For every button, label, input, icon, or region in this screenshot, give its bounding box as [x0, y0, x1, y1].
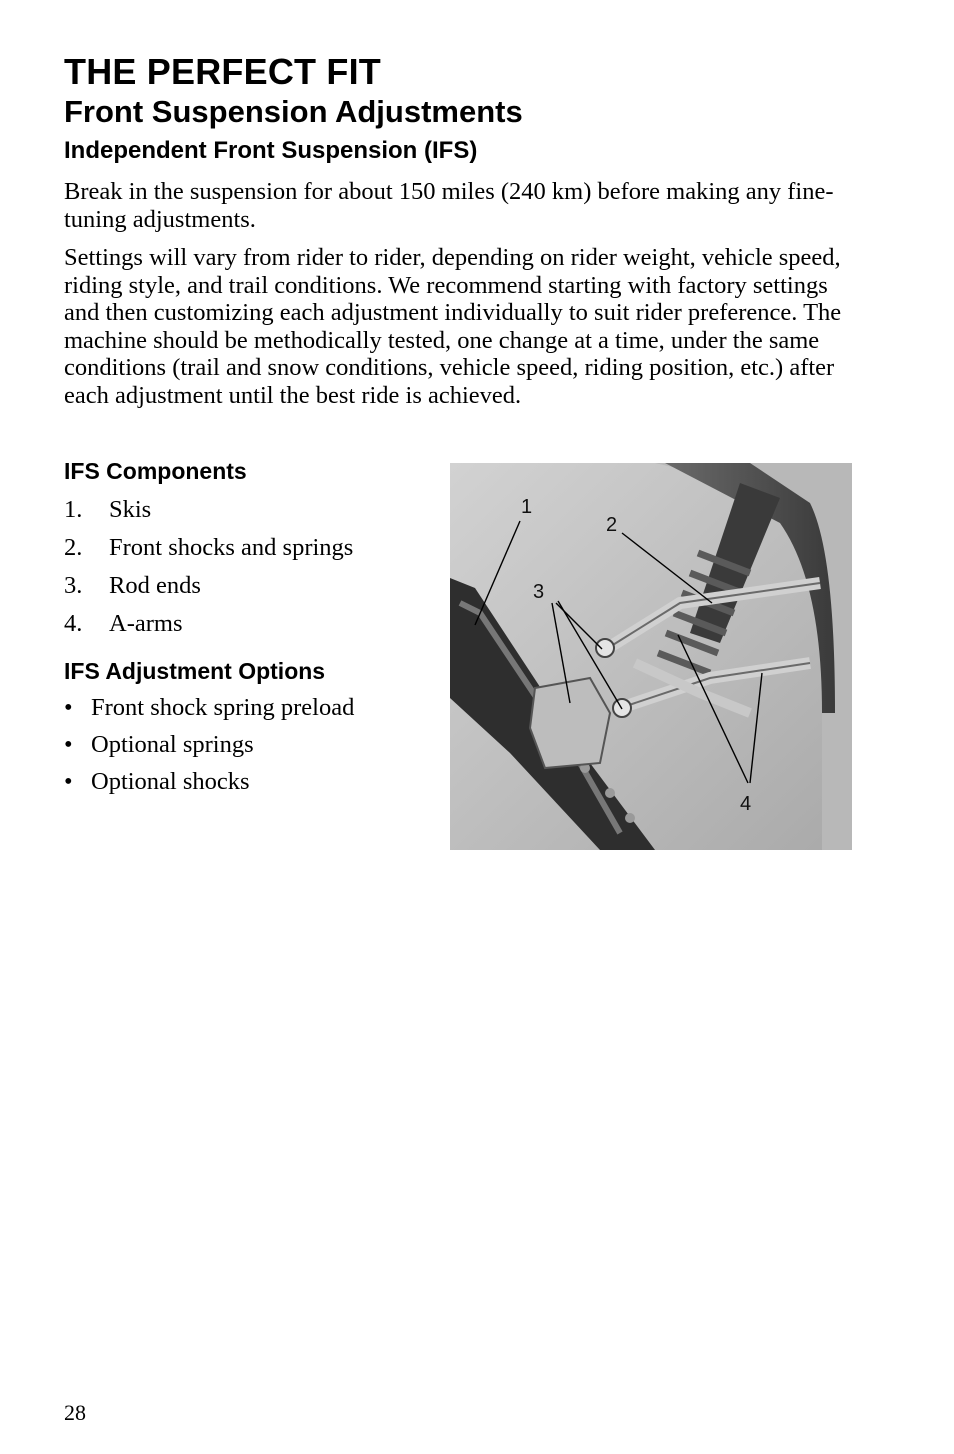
bolt-shape: [625, 813, 635, 823]
callout-2: 2: [606, 514, 618, 536]
item-label: Rod ends: [109, 572, 201, 599]
callout-3: 3: [533, 581, 545, 603]
item-number: 2.: [64, 534, 83, 561]
bullet-icon: •: [64, 731, 73, 758]
option-label: Front shock spring preload: [91, 694, 355, 721]
spindle-shape: [530, 678, 610, 768]
item-label: Front shocks and springs: [109, 534, 354, 561]
option-label: Optional shocks: [91, 768, 250, 795]
rod-end-upper: [596, 639, 614, 657]
item-number: 3.: [64, 572, 83, 599]
callout-4: 4: [740, 793, 752, 815]
ifs-photo-figure: [450, 463, 852, 850]
item-number: 1.: [64, 496, 83, 523]
option-label: Optional springs: [91, 731, 254, 758]
item-number: 4.: [64, 610, 83, 637]
callout-1: 1: [521, 496, 533, 518]
bullet-icon: •: [64, 768, 73, 795]
item-label: Skis: [109, 496, 152, 523]
topic-heading: Independent Front Suspension (IFS): [64, 137, 478, 164]
settings-paragraph: Settings will vary from rider to rider, depending on rider weight, vehicle speed, riding style, and trail conditions. We recommend starting with factory settings and then customizing each adjustment individually to suit rider preference. The machine should be methodically tested, one change at a time, under the same conditions (trail and snow conditions, vehicle speed, riding position, etc.) after each adjustment until the best ride is achieved.: [64, 244, 842, 409]
options-heading: IFS Adjustment Options: [64, 658, 326, 684]
item-label: A-arms: [109, 610, 183, 637]
break-in-paragraph: Break in the suspension for about 150 miles (240 km) before making any fine-tuning adjustments.: [64, 178, 834, 233]
page-number: 28: [64, 1400, 86, 1425]
components-heading: IFS Components: [64, 458, 247, 484]
bullet-icon: •: [64, 694, 73, 721]
page-subtitle: Front Suspension Adjustments: [64, 94, 523, 129]
bolt-shape: [605, 788, 615, 798]
section-title: THE PERFECT FIT: [64, 51, 381, 92]
